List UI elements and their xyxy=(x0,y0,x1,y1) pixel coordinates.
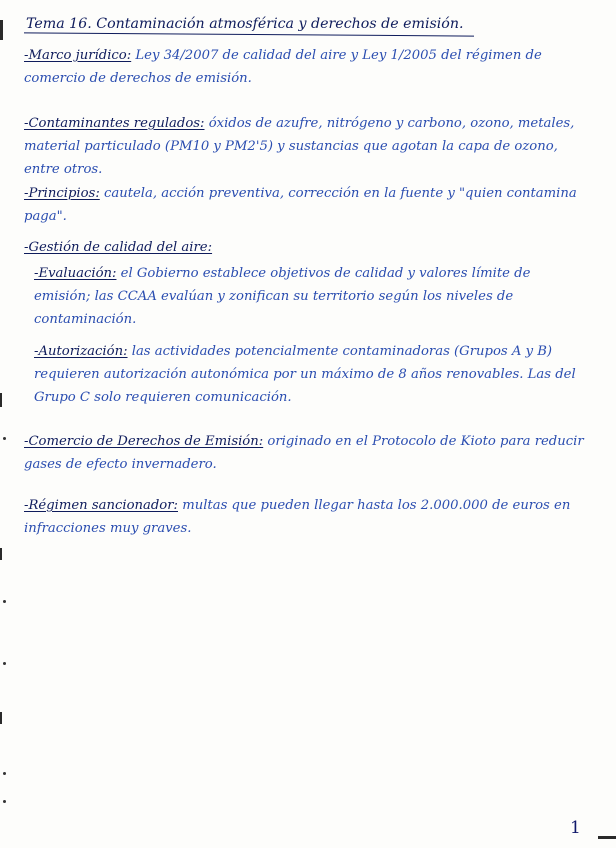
section-regimen xyxy=(24,494,590,540)
subsection-autorizacion xyxy=(34,340,590,409)
section-gestion xyxy=(24,236,590,259)
section-marco-juridico xyxy=(24,44,590,90)
section-contaminantes xyxy=(24,112,590,181)
section-text: multas que pueden llegar hasta los 2.000.000 de euros en infracciones muy graves. xyxy=(24,498,571,536)
subsection-evaluacion xyxy=(34,262,590,331)
corner-mark xyxy=(598,836,616,839)
section-heading: -Evaluación: xyxy=(34,266,117,281)
section-text: las actividades potencialmente contaminadoras (Grupos A y B) requieren autorización autonómica por un máximo de 8 años renovables. Las del Grupo C solo requieren comunicación. xyxy=(34,344,576,405)
binding-hole xyxy=(3,772,6,775)
binding-mark xyxy=(0,548,2,560)
section-text: Ley 34/2007 de calidad del aire y Ley 1/2005 del régimen de comercio de derechos de emisión. xyxy=(24,48,542,86)
section-heading: -Contaminantes regulados: xyxy=(24,116,205,131)
section-text: cautela, acción preventiva, corrección en la fuente y "quien contamina paga". xyxy=(24,186,577,224)
section-heading: -Régimen sancionador: xyxy=(24,498,178,513)
binding-hole xyxy=(3,800,6,803)
page-number: 1 xyxy=(570,818,581,838)
binding-hole xyxy=(3,437,6,440)
section-heading: -Principios: xyxy=(24,186,100,201)
binding-mark xyxy=(0,20,3,40)
binding-hole xyxy=(3,600,6,603)
page-title: Tema 16. Contaminación atmosférica y derechos de emisión. xyxy=(26,16,464,32)
binding-mark xyxy=(0,712,2,724)
section-principios xyxy=(24,182,590,228)
binding-hole xyxy=(3,662,6,665)
binding-mark xyxy=(0,393,2,407)
section-text: originado en el Protocolo de Kioto para reducir gases de efecto invernadero. xyxy=(24,434,584,472)
section-text: óxidos de azufre, nitrógeno y carbono, ozono, metales, material particulado (PM10 y PM2'5) y sustancias que agotan la capa de ozono, entre otros. xyxy=(24,116,575,177)
section-heading: -Gestión de calidad del aire: xyxy=(24,240,213,255)
section-heading: -Marco jurídico: xyxy=(24,48,132,63)
section-heading: -Comercio de Derechos de Emisión: xyxy=(24,434,264,449)
section-heading: -Autorización: xyxy=(34,344,128,359)
section-comercio xyxy=(24,430,590,476)
section-text: el Gobierno establece objetivos de calidad y valores límite de emisión; las CCAA evalúan y zonifican su territorio según los niveles de contaminación. xyxy=(34,266,531,327)
